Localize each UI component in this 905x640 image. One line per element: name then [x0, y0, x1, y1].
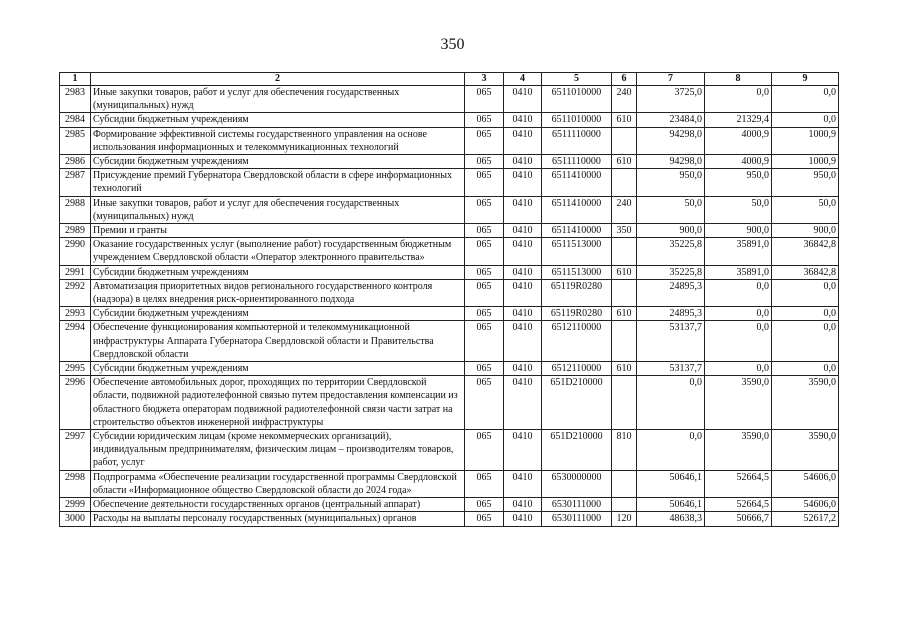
row-number: 2989: [60, 224, 91, 238]
table-row: [60, 362, 839, 376]
code-expense-type: 610: [612, 265, 637, 279]
table-row: [60, 470, 839, 497]
amount-col7: 35225,8: [637, 238, 705, 265]
row-name: Расходы на выплаты персоналу государственных (муниципальных) органов: [91, 512, 465, 526]
row-number: 3000: [60, 512, 91, 526]
row-name: Оказание государственных услуг (выполнение работ) государственным бюджетным учреждением Свердловской области «Оператор электронного правительства»: [91, 238, 465, 265]
code-expense-type: 610: [612, 113, 637, 127]
code-target: 6511513000: [542, 265, 612, 279]
code-target: 6511110000: [542, 155, 612, 169]
table-row: [60, 498, 839, 512]
table-row: [60, 86, 839, 113]
code-admin: 065: [465, 512, 504, 526]
amount-col7: 48638,3: [637, 512, 705, 526]
code-section: 0410: [504, 362, 542, 376]
table-row: [60, 196, 839, 223]
code-target: 6511110000: [542, 127, 612, 154]
column-header: 1: [60, 73, 91, 86]
code-admin: 065: [465, 265, 504, 279]
code-admin: 065: [465, 430, 504, 471]
code-expense-type: 350: [612, 224, 637, 238]
code-section: 0410: [504, 512, 542, 526]
row-name: Субсидии бюджетным учреждениям: [91, 307, 465, 321]
code-target: 65119R0280: [542, 279, 612, 306]
code-expense-type: [612, 376, 637, 430]
column-header: 7: [637, 73, 705, 86]
code-target: 6512110000: [542, 321, 612, 362]
table-row: [60, 224, 839, 238]
code-target: 6511410000: [542, 196, 612, 223]
amount-col9: 54606,0: [772, 470, 839, 497]
code-expense-type: 240: [612, 86, 637, 113]
amount-col9: 0,0: [772, 307, 839, 321]
row-name: Иные закупки товаров, работ и услуг для обеспечения государственных (муниципальных) нужд: [91, 196, 465, 223]
code-admin: 065: [465, 362, 504, 376]
code-expense-type: [612, 238, 637, 265]
code-section: 0410: [504, 238, 542, 265]
amount-col8: 35891,0: [705, 265, 772, 279]
code-section: 0410: [504, 127, 542, 154]
code-admin: 065: [465, 169, 504, 196]
amount-col9: 36842,8: [772, 265, 839, 279]
code-expense-type: 240: [612, 196, 637, 223]
code-admin: 065: [465, 321, 504, 362]
code-section: 0410: [504, 498, 542, 512]
row-number: 2999: [60, 498, 91, 512]
row-name: Субсидии бюджетным учреждениям: [91, 155, 465, 169]
code-expense-type: [612, 498, 637, 512]
row-number: 2987: [60, 169, 91, 196]
amount-col8: 3590,0: [705, 430, 772, 471]
amount-col8: 4000,9: [705, 155, 772, 169]
code-section: 0410: [504, 376, 542, 430]
amount-col8: 52664,5: [705, 470, 772, 497]
amount-col8: 21329,4: [705, 113, 772, 127]
column-header: 5: [542, 73, 612, 86]
amount-col9: 1000,9: [772, 127, 839, 154]
amount-col7: 24895,3: [637, 307, 705, 321]
table-row: [60, 238, 839, 265]
code-target: 6530111000: [542, 512, 612, 526]
code-expense-type: 610: [612, 307, 637, 321]
code-admin: 065: [465, 279, 504, 306]
amount-col7: 23484,0: [637, 113, 705, 127]
amount-col9: 50,0: [772, 196, 839, 223]
row-name: Обеспечение деятельности государственных органов (центральный аппарат): [91, 498, 465, 512]
code-section: 0410: [504, 196, 542, 223]
row-number: 2985: [60, 127, 91, 154]
code-section: 0410: [504, 307, 542, 321]
amount-col9: 0,0: [772, 279, 839, 306]
row-name: Премии и гранты: [91, 224, 465, 238]
amount-col8: 3590,0: [705, 376, 772, 430]
code-admin: 065: [465, 470, 504, 497]
row-name: Обеспечение функционирования компьютерной и телекоммуникационной инфраструктуры Аппарата Губернатора Свердловской области и Правительства Свердловской области: [91, 321, 465, 362]
amount-col8: 0,0: [705, 279, 772, 306]
amount-col7: 50,0: [637, 196, 705, 223]
amount-col7: 24895,3: [637, 279, 705, 306]
code-expense-type: [612, 321, 637, 362]
row-name: Субсидии бюджетным учреждениям: [91, 362, 465, 376]
table-row: [60, 279, 839, 306]
amount-col7: 950,0: [637, 169, 705, 196]
amount-col8: 0,0: [705, 321, 772, 362]
code-section: 0410: [504, 224, 542, 238]
code-expense-type: 810: [612, 430, 637, 471]
row-number: 2994: [60, 321, 91, 362]
column-header: 4: [504, 73, 542, 86]
code-admin: 065: [465, 307, 504, 321]
amount-col8: 50666,7: [705, 512, 772, 526]
code-section: 0410: [504, 321, 542, 362]
row-name: Автоматизация приоритетных видов регионального государственного контроля (надзора) в целях внедрения риск-ориентированного подхода: [91, 279, 465, 306]
row-name: Формирование эффективной системы государственного управления на основе использования информационных и телекоммуникационных технологий: [91, 127, 465, 154]
amount-col7: 53137,7: [637, 362, 705, 376]
amount-col8: 35891,0: [705, 238, 772, 265]
code-section: 0410: [504, 279, 542, 306]
amount-col9: 3590,0: [772, 376, 839, 430]
code-expense-type: 120: [612, 512, 637, 526]
amount-col9: 0,0: [772, 86, 839, 113]
code-admin: 065: [465, 127, 504, 154]
amount-col7: 0,0: [637, 430, 705, 471]
row-number: 2998: [60, 470, 91, 497]
row-number: 2995: [60, 362, 91, 376]
row-number: 2984: [60, 113, 91, 127]
amount-col8: 0,0: [705, 362, 772, 376]
code-target: 6511410000: [542, 224, 612, 238]
amount-col7: 3725,0: [637, 86, 705, 113]
row-name: Субсидии бюджетным учреждениям: [91, 113, 465, 127]
row-number: 2996: [60, 376, 91, 430]
code-section: 0410: [504, 155, 542, 169]
row-name: Подпрограмма «Обеспечение реализации государственной программы Свердловской области «Информационное общество Свердловской области до 2024 года»: [91, 470, 465, 497]
amount-col9: 0,0: [772, 362, 839, 376]
code-admin: 065: [465, 86, 504, 113]
code-expense-type: 610: [612, 155, 637, 169]
amount-col9: 1000,9: [772, 155, 839, 169]
code-target: 651D210000: [542, 430, 612, 471]
amount-col9: 36842,8: [772, 238, 839, 265]
code-target: 6530111000: [542, 498, 612, 512]
table-row: [60, 430, 839, 471]
amount-col7: 900,0: [637, 224, 705, 238]
code-admin: 065: [465, 155, 504, 169]
row-number: 2997: [60, 430, 91, 471]
amount-col7: 94298,0: [637, 127, 705, 154]
column-header: 9: [772, 73, 839, 86]
code-admin: 065: [465, 498, 504, 512]
table-row: [60, 321, 839, 362]
code-admin: 065: [465, 224, 504, 238]
table-row: [60, 169, 839, 196]
amount-col8: 50,0: [705, 196, 772, 223]
code-admin: 065: [465, 196, 504, 223]
code-section: 0410: [504, 430, 542, 471]
amount-col7: 0,0: [637, 376, 705, 430]
amount-col8: 0,0: [705, 86, 772, 113]
code-target: 6511410000: [542, 169, 612, 196]
code-expense-type: [612, 127, 637, 154]
amount-col7: 53137,7: [637, 321, 705, 362]
code-expense-type: [612, 169, 637, 196]
amount-col8: 52664,5: [705, 498, 772, 512]
amount-col8: 0,0: [705, 307, 772, 321]
amount-col9: 0,0: [772, 321, 839, 362]
amount-col7: 35225,8: [637, 265, 705, 279]
amount-col7: 50646,1: [637, 498, 705, 512]
table-row: [60, 265, 839, 279]
row-name: Обеспечение автомобильных дорог, проходящих по территории Свердловской области, подвижной радиотелефонной связью путем предоставления компенсации из областного бюджета операторам подвижной радиотелефонной связи части затрат на строительство объектов инженерной инфраструктуры: [91, 376, 465, 430]
code-admin: 065: [465, 113, 504, 127]
code-section: 0410: [504, 113, 542, 127]
row-number: 2992: [60, 279, 91, 306]
code-section: 0410: [504, 470, 542, 497]
code-section: 0410: [504, 265, 542, 279]
row-number: 2991: [60, 265, 91, 279]
row-name: Присуждение премий Губернатора Свердловской области в сфере информационных технологий: [91, 169, 465, 196]
amount-col9: 0,0: [772, 113, 839, 127]
table-header-row: [60, 73, 839, 86]
table-row: [60, 113, 839, 127]
code-target: 65119R0280: [542, 307, 612, 321]
amount-col7: 50646,1: [637, 470, 705, 497]
column-header: 6: [612, 73, 637, 86]
column-header: 8: [705, 73, 772, 86]
amount-col9: 950,0: [772, 169, 839, 196]
code-target: 6530000000: [542, 470, 612, 497]
code-admin: 065: [465, 376, 504, 430]
amount-col7: 94298,0: [637, 155, 705, 169]
code-target: 651D210000: [542, 376, 612, 430]
code-section: 0410: [504, 86, 542, 113]
code-expense-type: 610: [612, 362, 637, 376]
row-name: Субсидии юридическим лицам (кроме некоммерческих организаций), индивидуальным предпринимателям, физическим лицам – производителям товаров, работ, услуг: [91, 430, 465, 471]
amount-col9: 52617,2: [772, 512, 839, 526]
table-row: [60, 512, 839, 526]
row-name: Иные закупки товаров, работ и услуг для обеспечения государственных (муниципальных) нужд: [91, 86, 465, 113]
code-target: 6511010000: [542, 113, 612, 127]
row-number: 2986: [60, 155, 91, 169]
row-number: 2988: [60, 196, 91, 223]
amount-col9: 3590,0: [772, 430, 839, 471]
amount-col8: 4000,9: [705, 127, 772, 154]
amount-col9: 900,0: [772, 224, 839, 238]
code-expense-type: [612, 279, 637, 306]
row-number: 2990: [60, 238, 91, 265]
row-number: 2993: [60, 307, 91, 321]
table-row: [60, 155, 839, 169]
code-section: 0410: [504, 169, 542, 196]
amount-col9: 54606,0: [772, 498, 839, 512]
row-name: Субсидии бюджетным учреждениям: [91, 265, 465, 279]
column-header: 3: [465, 73, 504, 86]
code-target: 6511010000: [542, 86, 612, 113]
table-row: [60, 376, 839, 430]
table-row: [60, 307, 839, 321]
code-target: 6511513000: [542, 238, 612, 265]
code-admin: 065: [465, 238, 504, 265]
code-target: 6512110000: [542, 362, 612, 376]
amount-col8: 900,0: [705, 224, 772, 238]
budget-table: [59, 72, 839, 527]
table-row: [60, 127, 839, 154]
code-expense-type: [612, 470, 637, 497]
page-number: 350: [440, 36, 465, 53]
row-number: 2983: [60, 86, 91, 113]
column-header: 2: [91, 73, 465, 86]
amount-col8: 950,0: [705, 169, 772, 196]
